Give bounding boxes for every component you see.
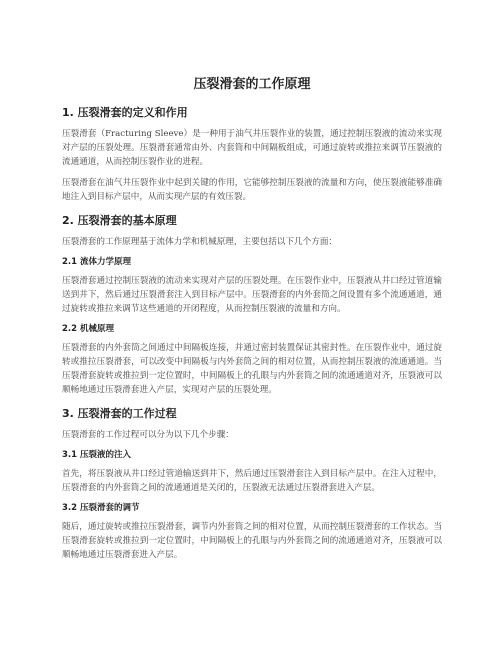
document-title: 压裂滑套的工作原理 <box>193 77 311 92</box>
section-1-heading: 1. 压裂滑套的定义和作用 <box>62 106 188 119</box>
section-2-intro: 压裂滑套的工作原理基于流体力学和机械原理，主要包括以下几个方面： <box>62 237 338 247</box>
section-3-intro: 压裂滑套的工作过程可以分为以下几个步骤： <box>62 430 234 440</box>
section-2-1-paragraph: 压裂滑套通过控制压裂液的流动来实现对产层的压裂处理。在压裂作业中，压裂液从井口经过管道输送到井下，然后通过压裂滑套注入到目标产层中。压裂滑套的内外套筒之间设置有多个流通通道，通过旋转或推拉来调节这些通道的开闭程度，从而控制压裂液的流量和方向。 <box>62 276 442 314</box>
section-1-paragraph-1: 压裂滑套（Fracturing Sleeve）是一种用于油气井压裂作业的装置，通过控制压裂液的流动来实现对产层的压裂处理。压裂滑套通常由外、内套筒和中间隔板组成，可通过旋转或推拉来调节压裂液的流通通道，从而控制压裂作业的进程。 <box>62 129 442 167</box>
section-3-2-heading: 3.2 压裂滑套的调节 <box>62 503 140 513</box>
section-2-2-paragraph: 压裂滑套的内外套筒之间通过中间隔板连接，并通过密封装置保证其密封性。在压裂作业中，通过旋转或推拉压裂滑套，可以改变中间隔板与内外套筒之间的相对位置，从而控制压裂液的流通通道。当压裂滑套旋转或推拉到一定位置时，中间隔板上的孔眼与内外套筒之间的流通通道对齐，压裂液可以顺畅地通过压裂滑套进入产层，实现对产层的压裂处理。 <box>62 343 442 395</box>
section-3-1-paragraph: 首先，将压裂液从井口经过管道输送到井下，然后通过压裂滑套注入到目标产层中。在注入过程中，压裂滑套的内外套筒之间的流通通道是关闭的，压裂液无法通过压裂滑套进入产层。 <box>62 469 442 493</box>
section-3-2-paragraph: 随后，通过旋转或推拉压裂滑套，调节内外套筒之间的相对位置，从而控制压裂滑套的工作状态。当压裂滑套旋转或推拉到一定位置时，中间隔板上的孔眼与内外套筒之间的流通通道对齐，压裂液可以顺畅地通过压裂滑套进入产层。 <box>62 522 442 560</box>
document-page <box>62 76 442 569</box>
section-1-paragraph-2: 压裂滑套在油气井压裂作业中起到关键的作用，它能够控制压裂液的流量和方向，使压裂液能够准确地注入到目标产层中，从而实现产层的有效压裂。 <box>62 178 442 202</box>
section-3-heading: 3. 压裂滑套的工作过程 <box>62 407 177 420</box>
section-2-2-heading: 2.2 机械原理 <box>62 324 115 334</box>
section-2-heading: 2. 压裂滑套的基本原理 <box>62 214 177 227</box>
section-2-1-heading: 2.1 流体力学原理 <box>62 257 132 267</box>
section-3-1-heading: 3.1 压裂液的注入 <box>62 450 132 460</box>
